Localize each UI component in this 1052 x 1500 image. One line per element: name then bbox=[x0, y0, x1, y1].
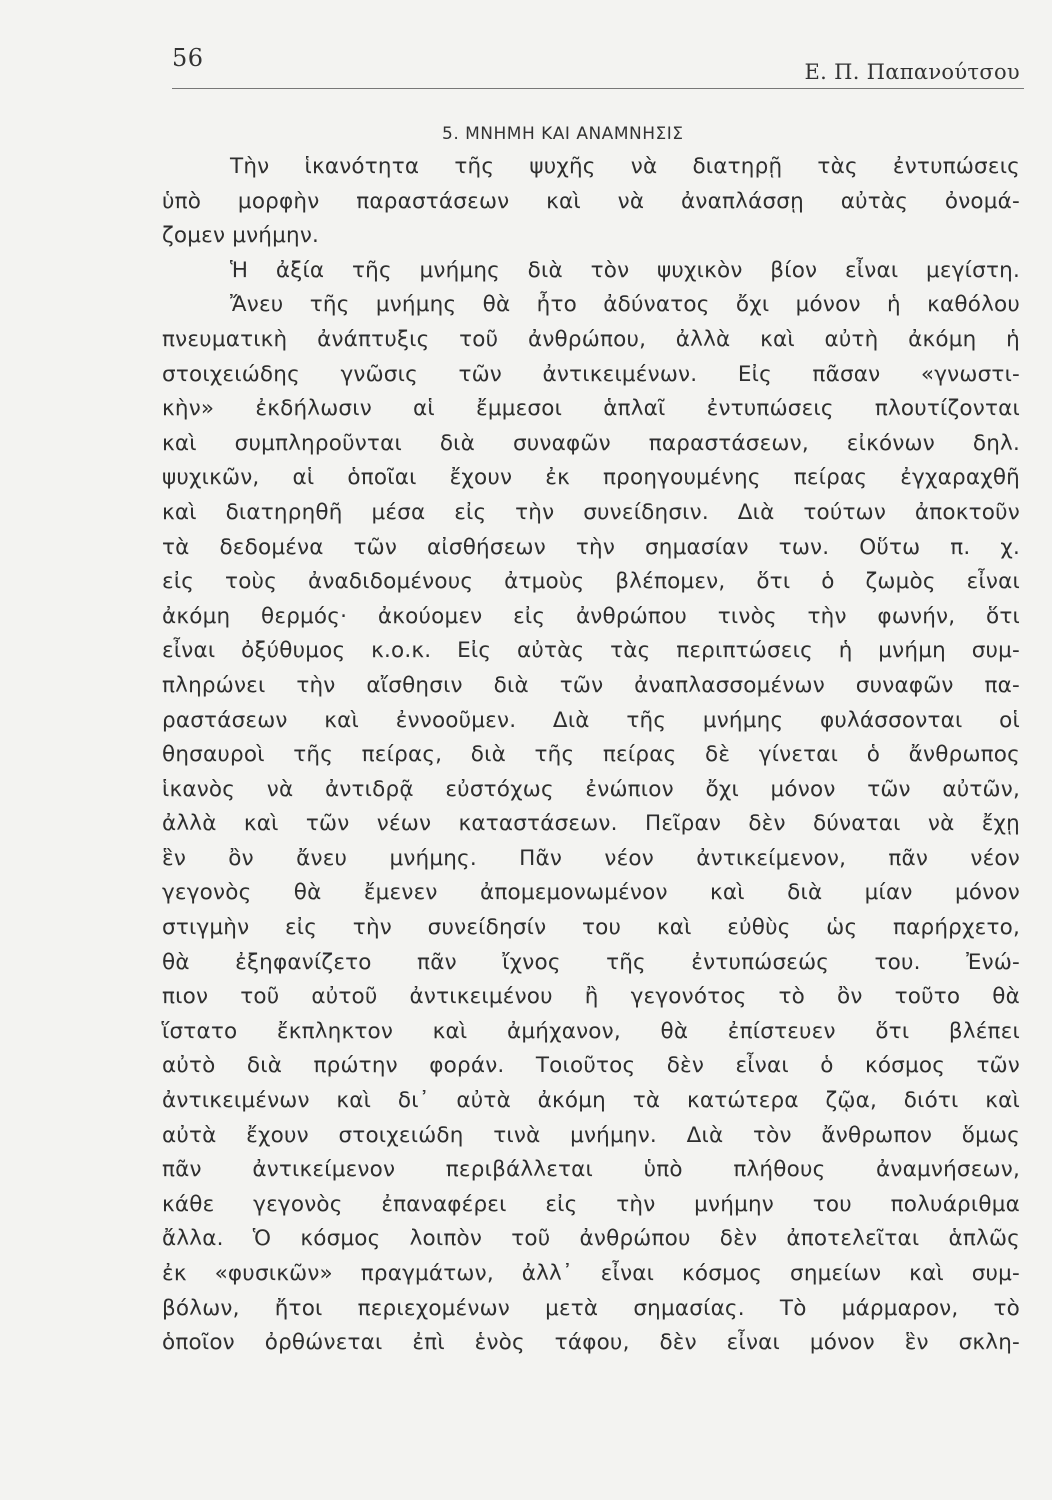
page-number: 56 bbox=[172, 44, 204, 72]
text-line: τὰ δεδομένα τῶν αἰσθήσεων τὴν σημασίαν των. Οὕτω π. χ. bbox=[162, 534, 1020, 560]
text-line: ζομεν μνήμην. bbox=[162, 223, 320, 249]
text-line: ἀλλὰ καὶ τῶν νέων καταστάσεων. Πεῖραν δὲν δύναται νὰ ἔχῃ bbox=[162, 811, 1020, 837]
running-head: Ε. Π. Παπανούτσου bbox=[804, 60, 1020, 84]
text-line: εἶναι ὀξύθυμος κ.ο.κ. Εἰς αὐτὰς τὰς περιπτώσεις ἡ μνήμη συμ- bbox=[162, 638, 1020, 664]
text-line: ἀκόμη θερμός· ἀκούομεν εἰς ἀνθρώπου τινὸς τὴν φωνήν, ὅτι bbox=[162, 603, 1020, 629]
text-line: εἰς τοὺς ἀναδιδομένους ἀτμοὺς βλέπομεν, ὅτι ὁ ζωμὸς εἶναι bbox=[162, 569, 1020, 595]
text-line: Τὴν ἱκανότητα τῆς ψυχῆς νὰ διατηρῇ τὰς ἐντυπώσεις bbox=[230, 154, 1020, 179]
text-line: ραστάσεων καὶ ἐννοοῦμεν. Διὰ τῆς μνήμης φυλάσσονται οἱ bbox=[162, 707, 1020, 733]
text-line: Ἡ ἀξία τῆς μνήμης διὰ τὸν ψυχικὸν βίον εἶναι μεγίστη. bbox=[230, 257, 1020, 283]
text-line: ἐκ «φυσικῶν» πραγμάτων, ἀλλ᾿ εἶναι κόσμος σημείων καὶ συμ- bbox=[162, 1261, 1020, 1286]
text-line: θὰ ἐξηφανίζετο πᾶν ἴχνος τῆς ἐντυπώσεώς του. Ἐνώ- bbox=[162, 949, 1020, 975]
text-line: στιγμὴν εἰς τὴν συνείδησίν του καὶ εὐθὺς ὡς παρήρχετο, bbox=[162, 915, 1020, 941]
text-line: βόλων, ἤτοι περιεχομένων μετὰ σημασίας. Τὸ μάρμαρον, τὸ bbox=[162, 1295, 1020, 1321]
text-line: κάθε γεγονὸς ἐπαναφέρει εἰς τὴν μνήμην του πολυάριθμα bbox=[162, 1191, 1020, 1217]
page-header bbox=[172, 40, 1024, 90]
text-line: ἵστατο ἔκπληκτον καὶ ἀμήχανον, θὰ ἐπίστευεν ὅτι βλέπει bbox=[162, 1018, 1020, 1044]
header-rule bbox=[172, 88, 1024, 89]
text-line: πιον τοῦ αὐτοῦ ἀντικειμένου ἢ γεγονότος τὸ ὂν τοῦτο θὰ bbox=[162, 984, 1020, 1010]
text-line: πληρώνει τὴν αἴσθησιν διὰ τῶν ἀναπλασσομένων συναφῶν πα- bbox=[162, 672, 1020, 698]
text-line: πᾶν ἀντικείμενον περιβάλλεται ὑπὸ πλήθους ἀναμνήσεων, bbox=[162, 1157, 1020, 1183]
text-line: ψυχικῶν, αἱ ὁποῖαι ἔχουν ἐκ προηγουμένης πείρας ἐγχαραχθῆ bbox=[162, 465, 1020, 491]
text-line: πνευματικὴ ἀνάπτυξις τοῦ ἀνθρώπου, ἀλλὰ καὶ αὐτὴ ἀκόμη ἡ bbox=[162, 326, 1020, 352]
text-line: θησαυροὶ τῆς πείρας, διὰ τῆς πείρας δὲ γίνεται ὁ ἄνθρωπος bbox=[162, 742, 1020, 768]
text-line: ὁποῖον ὀρθώνεται ἐπὶ ἑνὸς τάφου, δὲν εἶναι μόνον ἓν σκλη- bbox=[162, 1330, 1020, 1356]
text-line: αὐτὸ διὰ πρώτην φοράν. Τοιοῦτος δὲν εἶναι ὁ κόσμος τῶν bbox=[162, 1053, 1020, 1079]
text-line: γεγονὸς θὰ ἔμενεν ἀπομεμονωμένον καὶ διὰ μίαν μόνον bbox=[162, 880, 1020, 906]
text-line: ἓν ὂν ἄνευ μνήμης. Πᾶν νέον ἀντικείμενον, πᾶν νέον bbox=[162, 845, 1020, 871]
text-line: ὑπὸ μορφὴν παραστάσεων καὶ νὰ ἀναπλάσσῃ αὐτὰς ὀνομά- bbox=[162, 188, 1020, 214]
text-line: Ἄνευ τῆς μνήμης θὰ ἦτο ἀδύνατος ὄχι μόνον ἡ καθόλου bbox=[230, 292, 1020, 318]
body-text bbox=[162, 150, 1020, 1361]
text-line: ἄλλα. Ὁ κόσμος λοιπὸν τοῦ ἀνθρώπου δὲν ἀποτελεῖται ἁπλῶς bbox=[162, 1226, 1020, 1252]
text-line: καὶ συμπληροῦνται διὰ συναφῶν παραστάσεων, εἰκόνων δηλ. bbox=[162, 430, 1020, 456]
text-line: ἀντικειμένων καὶ δι᾿ αὐτὰ ἀκόμη τὰ κατώτερα ζῷα, διότι καὶ bbox=[162, 1088, 1020, 1114]
text-line: ἱκανὸς νὰ ἀντιδρᾷ εὐστόχως ἐνώπιον ὄχι μόνον τῶν αὐτῶν, bbox=[162, 776, 1020, 802]
text-line: κὴν» ἐκδήλωσιν αἱ ἔμμεσοι ἁπλαῖ ἐντυπώσεις πλουτίζονται bbox=[162, 396, 1020, 422]
text-line: αὐτὰ ἔχουν στοιχειώδη τινὰ μνήμην. Διὰ τὸν ἄνθρωπον ὅμως bbox=[162, 1122, 1020, 1148]
text-line: καὶ διατηρηθῆ μέσα εἰς τὴν συνείδησιν. Διὰ τούτων ἀποκτοῦν bbox=[162, 499, 1020, 525]
text-line: στοιχειώδης γνῶσις τῶν ἀντικειμένων. Εἰς πᾶσαν «γνωστι- bbox=[162, 361, 1020, 387]
section-heading: 5. ΜΝΗΜΗ ΚΑΙ ΑΝΑΜΝΗΣΙΣ bbox=[442, 124, 684, 144]
